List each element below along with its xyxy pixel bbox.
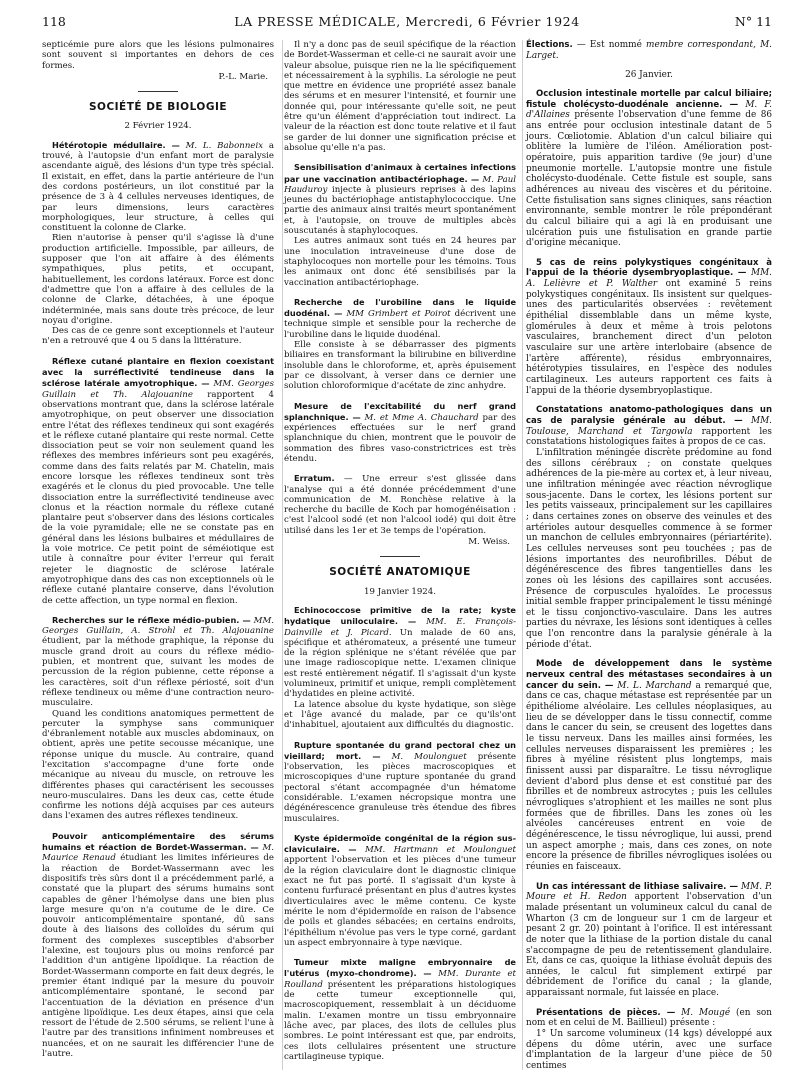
article-author: M. Moulonguet [391, 751, 467, 762]
elections-role: membre correspondant, [646, 40, 756, 50]
article-sensibilisation [284, 162, 516, 236]
column-2 [284, 40, 516, 1062]
article-title: Réflexe cutané plantaire en flexion coexistant avec la surréflectivité tendineuse dans la sclérose latérale amyotrophique. — [42, 355, 274, 389]
article-kyste-epidermoide [284, 833, 516, 948]
article-pouvoir-anticomplementaire [42, 831, 274, 1060]
article-title: Echinococcose primitive de la rate; kyste hydatique uniloculaire. — [284, 604, 516, 627]
article-title: Pouvoir anticomplémentaire des sérums humains et réaction de Bordet-Wasserman. — [42, 830, 274, 853]
article-tumeur-mixte [284, 957, 516, 1062]
article-body: a remarqué que, dans ce cas, chaque métastase est représentée par un épithéliome alvéolaire. Les cellules néoplasiques, au lieu de se développer dans le tissu connectif, comme dans le cancer du sein, se creusent des logettes dans le tissu nerveux. Dans les mailles ainsi formées, les cellules nerveuses disparaissent les premières ; les fibres à myéline résistent plus longtemps, mais finissent aussi par disparaître. Le tissu névroglique devient d'abord plus dense et est constitué par des fibrilles et de nombreux astrocytes ; puis les cellules névrogliques s'atrophient et les mailles ne sont plus formées que de fibrilles. Dans les zones où les alvéoles cancéreuses entrent en voie de dégénérescence, le tissu névroglique, lui aussi, prend un aspect amorphe ; mais, dans ces zones, on note encore la présence de fibrilles névrogliques isolées ou réunies en faisceaux. [526, 680, 773, 872]
section-date: 26 Janvier. [625, 70, 673, 81]
article-rupture-pectoral [284, 740, 516, 824]
article-title: Mesure de l'excitabilité du nerf grand splanchnique. — [284, 400, 516, 422]
intro-signature: P.-L. Marie. [218, 71, 268, 82]
article-heterotopie [42, 140, 274, 234]
article-author: M. L. Babonneix [185, 140, 264, 151]
article-body: étudiant les limites inférieures de la réaction de Bordet-Wassermann avec les dispositifs très sûrs dont il a précédemment parlé, a constaté que la plupart des sérums humains sont capables de gêner l'hémolyse dans une bien plus large mesure qu'on n'a coutume de le dire. Ce pouvoir anticomplémentaire spontané, dû sans doute à des liaisons des colloïdes du sérum qui forment des complexes susceptibles d'absorber l'alexine, est toujours plus ou moins renforcé par l'addition d'un antigène lipoïdique. La réaction de Bordet-Wassermann comporte en fait deux degrés, le premier étant indiqué par la mesure du pouvoir anticomplémentaire spontané, le second par l'accentuation de la déviation en présence d'un antigène lipoïdique. Les deux étapes, ainsi que cela ressort de l'étude de 2.500 sérums, se relient l'une à l'autre par des transitions infiniment nombreuses et nuancées, et on ne saurait les différencier l'une de l'autre. [42, 853, 274, 1060]
article-paragraph: L'infiltration méningée discrète prédomine au fond des sillons cérébraux ; on constate quelques adhérences de la pie-mère au cortex et, à leur niveau, une infiltration méningée avec réaction névroglique sous-jacente. Dans le cortex, les lésions portent sur les petits vaisseaux, principalement sur les capillaires ; dans certaines zones on observe des veinules et des artérioles autour desquelles commence à se former un manchon de cellules embryonnaires (périartérite). Les cellules nerveuses sont peu touchées ; pas de lésions importantes des neurofibrilles. Début de dégénérescence des fibres tangentielles dans les zones où les lésions des capillaires sont accusées. Présence de corpuscules hyaloïdes. Le processus initial semble frapper principalement le tissu méningé et le tissu conjonctivo-vasculaire. Dans les autres parties du névraxe, les lésions sont identiques à celles que l'on rencontre dans la paralysie générale à la période d'état. [526, 447, 772, 650]
divider [138, 91, 178, 92]
article-body: par des expériences effectuées sur le nerf grand splanchnique du chien, montrent que le pouvoir de sommation des fibres vaso-constrictrices est très étendu. [284, 412, 516, 464]
article-echinococcose [284, 605, 516, 700]
article-paragraph: La latence absolue du kyste hydatique, son siège et l'âge avancé du malade, par ce qu'ils'ont d'inhabituel, ajoutaient aux difficultés du diagnostic. [284, 699, 516, 731]
article-author: M. L. Marchand [617, 680, 692, 691]
page-number: 118 [42, 14, 66, 29]
issue-number: N° 11 [734, 14, 772, 29]
article-body: (en son nom et en celui de M. Baillieul) présente : [526, 1007, 772, 1029]
article-body: a trouvé, à l'autopsie d'un enfant mort de paralysie ascendante aiguë, des lésions d'un type très spécial. Il existait, en effet, dans la partie antérieure de l'un des cordons postérieurs, un ilot constitué par la présence de 3 à 4 cellules nerveuses identiques, de par leurs dimensions, leurs caractères morphologiques, leur structure, à celles qui constituent la colonne de Clarke. [42, 140, 274, 234]
article-title: Kyste épidermoïde congénital de la région sus-claviculaire. — [284, 832, 516, 855]
divider [380, 556, 420, 557]
article-title: Occlusion intestinale mortelle par calcul biliaire; fistule cholécysto-duodénale ancienne. — [526, 88, 772, 110]
article-body: apportent l'observation d'un malade présentant un volumineux calcul du canal de Wharton (3 cm de longueur sur 1 cm de largeur et pesant 2 gr. 20) pointant à l'orifice. Il est intéressant de noter que la lithiase de la portion distale du canal s'accompagne de peu de retentissement glandulaire. Et, dans ce cas, quoique la lithiase évoluât depuis des années, le calcul fut simplement extirpé par débridement de l'orifice du canal ; la glande, apparaissant normale, fut laissée en place. [526, 892, 772, 999]
article-author: MM. Georges Guillain et Th. Alajouanine [42, 379, 275, 400]
article-title: Rupture spontanée du grand pectoral chez un vieillard; mort. — [284, 739, 516, 761]
article-body: présente l'observation, les pièces macroscopiques et microscopiques d'une rupture spontanée du grand pectoral s'étant accompagnée d'un hématome considérable. L'examen nécropsique montra une dégénérescence granuleuse très étendue des fibres musculaires. [284, 751, 517, 824]
article-body: décrivent une technique simple et sensible pour la recherche de l'urobiline dans le liquide duodénal. [284, 309, 516, 340]
column-1 [42, 40, 274, 1059]
elections-label: Élections. [526, 40, 573, 50]
journal-title: LA PRESSE MÉDICALE, Mercredi, 6 Février 1924 [234, 14, 580, 29]
article-body: étudient, par la méthode graphique, la réponse du muscle grand droit au cours du réflexe médio-pubien, et montrent que, suivant les modes de percussion de la région pubienne, cette réponse a les caractères, soit d'un réflexe périosté, soit d'un réflexe tendineux ou même d'une contraction neuro-musculaire. [42, 636, 274, 709]
article-urobiline [284, 297, 516, 340]
article-title: Tumeur mixte maligne embryonnaire de l'utérus (myxo-chondrome). — [284, 957, 516, 979]
page-header [42, 14, 772, 32]
article-author: M. et Mme A. Chauchard [364, 412, 479, 423]
article-author: MM. Toulouse, Marchand et Targowla [526, 416, 772, 437]
article-title: Recherche de l'urobiline dans le liquide duodénal. — [284, 296, 516, 319]
article-author: MM. P. Moure et H. Redon [526, 881, 773, 903]
article-lithiase-salivaire [526, 882, 772, 999]
column-separator [522, 40, 523, 1070]
article-author: MM. Georges Guillain, A. Strohl et Th. Alajouanine [42, 615, 274, 637]
section-date: 2 Février 1924. [124, 121, 192, 132]
article-paragraph: Des cas de ce genre sont exceptionnels et l'auteur n'en a retrouvé que 4 ou 5 dans la littérature. [42, 326, 274, 347]
article-author: MM Grimbert et Poirot [346, 309, 451, 320]
article-title: Un cas intéressant de lithiase salivaire. — [536, 881, 739, 892]
article-author: MM. Hartmann et Moulonguet [364, 845, 517, 856]
article-paralysie-generale [526, 405, 772, 448]
article-paragraph: Les autres animaux sont tués en 24 heures par une inoculation intraveineuse d'une dose de staphylocoques non mortelle pour les témoins. Tous les animaux ont donc été sensibilisés par la vaccination antibactériophage. [284, 236, 516, 288]
article-body: apportent l'observation et les pièces d'une tumeur de la région claviculaire dont le diagnostic clinique exact ne fut pas porté. Il s'agissait d'un kyste à contenu furfuracé présentant en plus d'autres kystes diverticulaires avec le même contenu. Ce kyste mérite le nom d'épidermoïde en raison de l'absence de poils et glandes sébacées; en certains endroits, l'épithélium n'évolue pas vers le type corné, gardant un aspect embryonnaire à type nævique. [284, 855, 516, 948]
article-paragraph: Elle consiste à se débarrasser des pigments biliaires en transformant la bilirubine en biliverdine insoluble dans le chloroforme, et, après épuisement par ce dissolvant, à verser dans ce dernier une solution chloroformique d'acétate de zinc anhydre. [284, 340, 516, 392]
article-body: rapportent 4 observations montrant que, dans la sclérose latérale amyotrophique, on peut observer une dissociation entre l'état des réflexes tendineux qui sont exagérés et le réflexe cutané plantaire qui reste normal. Cette dissociation peut se voir non seulement quand les réflexes des membres inférieurs sont peu exagérés, comme dans des faits relatés par M. Chatelin, mais encore lorsque les réflexes tendineux sont très exagérés et le clonus du pied provocable. Une telle dissociation entre la surréflectivité tendineuse avec clonus et la réaction normale du réflexe cutané plantaire peut s'observer dans des lésions corticales de la voie pyramidale; elle ne se constate pas en général dans les lésions bulbaires et médullaires de la voie motrice. Ce petit point de séméiotique est utile à connaître pour éviter l'erreur qui ferait rejeter le diagnostic de sclérose latérale amyotrophique dans des cas non exceptionnels où le réflexe cutané plantaire conserve, dans l'évolution de cette affection, un type normal en flexion. [42, 389, 275, 606]
intro-text: septicémie pure alors que les lésions pulmonaires sont souvent si importantes en dehors de ces formes. [42, 40, 274, 71]
elections-text: — Est nommé [576, 40, 642, 50]
article-author: M. Paul Hauduroy [284, 174, 516, 195]
article-paragraph: Quand les conditions anatomiques permettent de percuter la symphyse sans communiquer d'ébranlement notable aux muscles abdominaux, on obtient, après une petite secousse mécanique, une réponse unique du muscle. Au contraire, quand l'excitation s'accompagne d'une forte onde mécanique au niveau du muscle, on retrouve les différentes phases qui caractérisent les secousses neuro-musculaires. Dans les deux cas, cette étude confirme les notions déjà acquises par ces auteurs dans l'examen des autres réflexes tendineux. [42, 708, 274, 822]
article-reflexe-cutane [42, 356, 274, 606]
article-title: Hétérotopie médullaire. — [52, 139, 180, 150]
article-reins-polykystiques [526, 258, 772, 397]
article-title: 5 cas de reins polykystiques congénitaux à l'appui de la théorie dysembryoplastique. — [526, 257, 772, 279]
article-author: M. Mougé [681, 1007, 731, 1018]
article-title: Constatations anatomo-pathologiques dans un cas de paralysie générale au début. — [526, 405, 772, 426]
article-author: M. Maurice Renaud [42, 843, 274, 864]
section-date: 19 Janvier 1924. [364, 586, 436, 597]
article-author: MM. E. François-Dainville et J. Picard. [284, 617, 516, 638]
article-reflexe-medio-pubien [42, 615, 274, 709]
article-title: Mode de développement dans le système nerveux central des métastases secondaires à un cancer du sein. — [526, 659, 772, 691]
article-title: Recherches sur le réflexe médio-pubien. — [52, 614, 251, 625]
column-separator [282, 40, 283, 1070]
erratum [284, 473, 516, 536]
article-author: MM. A. Lelièvre et P. Walther [526, 268, 772, 290]
article-paragraph: Rien n'autorise à penser qu'il s'agisse là d'une production artificielle. Impossible, par ailleurs, de supposer que l'on ait affaire à des éléments sympathiques, plus petits, et occupant, habituellement, les cordons latéraux. Force est donc d'admettre que l'on a affaire à des cellules de la colonne de Clarke, détachées, à une époque indéterminée, mais sans doute très précoce, de leur noyau d'origine. [42, 233, 274, 326]
article-body: présente l'observation d'une femme de 86 ans entrée pour occlusion intestinale datant de 5 jours. Cœliotomie. Ablation d'un calcul biliaire qui oblitère la lumière de l'iléon. Amélioration post-opératoire, puis apparition tardive (9e jour) d'une pneumonie mortelle. L'autopsie montre une fistule cholécysto-duodénale. Cette fistule est souple, sans adhérences au niveau des viscères et du péritoine. Cette fistulisation sans signes cliniques, sans réaction environnante, semble montrer le rôle prépondérant du calcul biliaire qui a agi là en produisant une ulcération puis une fistulisation en grande partie d'origine mécanique. [526, 110, 772, 249]
article-body: injecte à plusieurs reprises à des lapins jeunes du bactériophage antistaphylococcique. Une partie des animaux ainsi traités meurt spontanément et, à l'autopsie, on trouve de multiples abcès souscutanés à staphylocoques. [284, 184, 516, 237]
article-list-item: 1° Un sarcome volumineux (14 kgs) développé aux dépens du dôme utérin, avec une surface d'implantation de la largeur d'une pièce de 50 centimes [526, 1029, 772, 1072]
elections [526, 40, 772, 61]
article-body: Un malade de 60 ans, spécifique et athéromateux, a présenté une tumeur de la région splénique ne s'étant révélée que par une image radioscopique nette. L'examen clinique est resté entièrement négatif. Il s'agissait d'un kyste volumineux, primitif et unique, rempli complètement d'hydatides en pleine activité. [284, 627, 517, 700]
article-body: ont examiné 5 reins polykystiques congénitaux. Ils insistent sur quelques-unes des particularités observées : revêtement épithélial dissemblable dans un même kyste, glomérules à deux et même à trois pelotons vasculaires, branchement direct d'un peloton vasculaire sur une artère interlobaire (absence de l'artère afférente), résidus embryonnaires, hétérotypies tissulaires, en l'espèce des nodules cartilagineux. Les auteurs rapportent ces faits à l'appui de la théorie dysembryoplastique. [526, 279, 772, 396]
article-author: MM. Durante et Roulland [284, 969, 516, 990]
section-title-anatomique: SOCIÉTÉ ANATOMIQUE [329, 566, 471, 579]
article-occlusion [526, 89, 772, 249]
article-metastases [526, 659, 772, 872]
article-paragraph: Il n'y a donc pas de seuil spécifique de la réaction de Bordet-Wasserman et celle-ci ne saurait avoir une valeur absolue, puisque rien ne la lie spécifiquement et nécessairement à la syphilis. La sérologie ne peut que mettre en évidence une propriété assez banale des sérums et en mesurer l'intensité, et fournir une donnée qui, pour intéressante qu'elle soit, ne peut être qu'un élément d'appréciation tout indirect. La valeur de la réaction est donc toute relative et il faut se garder de lui donner une signification précise et absolue qu'elle n'a pas. [284, 40, 516, 153]
article-author: M. F. d'Allaines [526, 99, 772, 121]
erratum-signature: M. Weiss. [468, 537, 510, 548]
article-body: présentent les préparations histologiques de cette tumeur exceptionnelle qui, macroscopiquement, ressemblait à un déciduome malin. L'examen montre un tissu embryonnaire lâche avec, par places, des ilots de cellules plus sombres. Le point intéressant est que, par endroits, ces ilots cellulaires présentent une structure cartilagineuse typique. [284, 979, 517, 1062]
article-presentations [526, 1008, 772, 1029]
column-3 [526, 40, 772, 1072]
article-title: Sensibilisation d'animaux à certaines infections par une vaccination antibactériophage. — [284, 162, 516, 184]
erratum-text: — Une erreur s'est glissée dans l'analyse qui a été donnée précédemment d'une communication de M. Ronchèse relative à la recherche du bacille de Koch par homogénéisation : c'est l'alcool sodé (et non l'alcool iodé) qui doit être utilisé dans les 1er et 3e temps de l'opération. [284, 474, 517, 536]
erratum-label: Erratum. [294, 473, 335, 484]
article-title: Présentations de pièces. — [536, 1007, 676, 1018]
section-title-biologie: SOCIÉTÉ DE BIOLOGIE [88, 101, 228, 114]
article-body: rapportent les constatations histologiques faites à propos de ce cas. [526, 426, 772, 448]
elections-name: M. Larget. [526, 40, 772, 61]
article-splanchnique [284, 401, 516, 465]
